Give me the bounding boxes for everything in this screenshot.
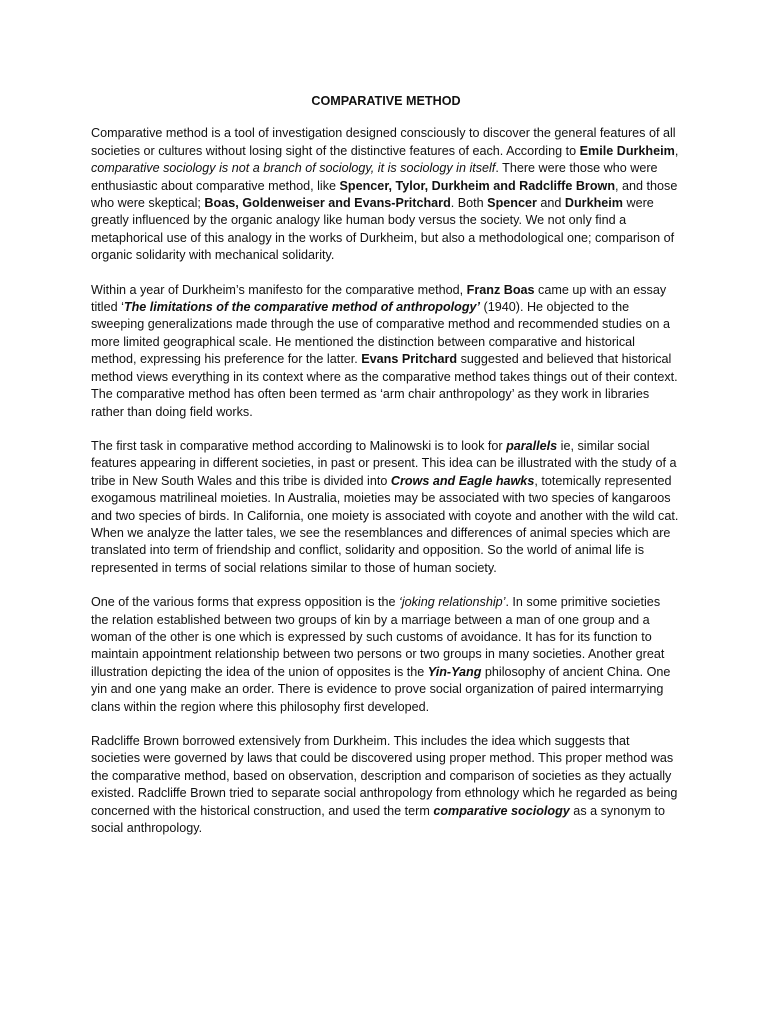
p1-bold-enthusiasts: Spencer, Tylor, Durkheim and Radcliffe Brown bbox=[339, 178, 616, 193]
p1-bold-durkheim: Durkheim bbox=[564, 196, 623, 211]
p3-crows-eagle-hawks: Crows and Eagle hawks bbox=[390, 473, 535, 488]
paragraph-1 bbox=[91, 125, 681, 264]
p1-bold-emile-durkheim: Emile Durkheim bbox=[579, 143, 675, 158]
p1-text-6: and bbox=[536, 196, 565, 211]
p2-essay-title: The limitations of the comparative method of anthropology’ bbox=[123, 300, 481, 315]
p5-text-1: Radcliffe Brown borrowed extensively from Durkheim. This includes the idea which suggests that societies were governed by laws that could be discovered using proper method. This proper method was the comparative method, based on observation, description and comparison of societies as they actually existed. Radcliffe Brown tried to separate social anthropology from ethnology which he regarded as being concerned with the historical construction, and used the term bbox=[91, 734, 678, 818]
p4-yin-yang: Yin-Yang bbox=[427, 664, 482, 679]
p1-text-2: , bbox=[674, 143, 679, 158]
p1-italic-quote: comparative sociology is not a branch of sociology, it is sociology in itself bbox=[91, 161, 496, 176]
p1-text-7: were greatly influenced by the organic analogy like human body versus the society. We not only find a metaphorical use of this analogy in the works of Durkheim, but also a methodological one; comparison of organic solidarity with mechanical solidarity. bbox=[91, 196, 675, 263]
p3-text-1: The first task in comparative method according to Malinowski is to look for bbox=[91, 438, 507, 453]
p5-comparative-sociology: comparative sociology bbox=[433, 803, 570, 818]
p2-bold-evans-pritchard: Evans Pritchard bbox=[361, 352, 458, 367]
paragraph-4 bbox=[91, 594, 681, 716]
paragraph-3 bbox=[91, 438, 681, 577]
p2-text-2: came up with an essay titled ‘ bbox=[91, 282, 667, 315]
p4-text-3: philosophy of ancient China. One yin and one yang make an order. There is evidence to prove social organization of paired intermarrying clans within the region where this philosophy first developed. bbox=[91, 664, 671, 714]
p1-text-1: Comparative method is a tool of investigation designed consciously to discover the general features of all societies or cultures without losing sight of the distinctive features of each. According to bbox=[91, 126, 676, 158]
p2-text-1: Within a year of Durkheim’s manifesto for the comparative method, bbox=[91, 282, 467, 297]
paragraph-5 bbox=[91, 733, 681, 837]
p5-text-2: as a synonym to social anthropology. bbox=[91, 803, 666, 836]
p1-text-3: . There were those who were enthusiastic about comparative method, like bbox=[91, 161, 658, 193]
p3-parallels: parallels bbox=[506, 438, 558, 453]
document-body bbox=[91, 93, 681, 854]
p1-bold-skeptics: Boas, Goldenweiser and Evans-Pritchard bbox=[204, 196, 451, 211]
p1-text-4: , and those who were skeptical; bbox=[91, 178, 678, 211]
page-title: COMPARATIVE METHOD bbox=[311, 94, 461, 108]
p1-text-5: . Both bbox=[450, 196, 488, 211]
p1-bold-spencer: Spencer bbox=[487, 196, 537, 211]
p2-text-3: (1940). He objected to the sweeping generalizations made through the use of comparative method and recommended studies on a more limited geographical scale. He mentioned the distinction between comparative and historical method, expressing his preference for the latter. bbox=[91, 300, 670, 367]
p3-text-2: ie, similar social features appearing in different societies, in past or present. This idea can be illustrated with the study of a tribe in New South Wales and this tribe is divided into bbox=[91, 438, 677, 488]
p3-text-3: , totemically represented exogamous matrilineal moieties. In Australia, moieties may be associated with two species of kangaroos and two species of birds. In California, one moiety is associated with coyote and another with the wild cat. When we analyze the latter tales, we see the resemblances and differences of animal species which are translated into term of friendship and conflict, solidarity and opposition. So the world of animal life is represented in terms of social relations similar to those of human society. bbox=[91, 473, 679, 575]
p4-text-2: . In some primitive societies the relation established between two groups of kin by a marriage between a man of one group and a woman of the other is one which is expressed by such customs of avoidance. It has for its function to maintain appointment relationship between two persons or two groups in many societies. Another great illustration depicting the idea of the union of opposites is the bbox=[91, 595, 665, 679]
p2-text-4: suggested and believed that historical method views everything in its context where as the comparative method takes things out of their context. The comparative method has often been termed as ‘arm chair anthropology’ as they work in libraries rather than doing field works. bbox=[91, 352, 678, 419]
p2-bold-franz-boas: Franz Boas bbox=[466, 282, 535, 297]
p4-joking-relationship: ‘joking relationship’ bbox=[399, 595, 506, 610]
paragraph-2 bbox=[91, 282, 681, 421]
p4-text-1: One of the various forms that express opposition is the bbox=[91, 595, 400, 610]
